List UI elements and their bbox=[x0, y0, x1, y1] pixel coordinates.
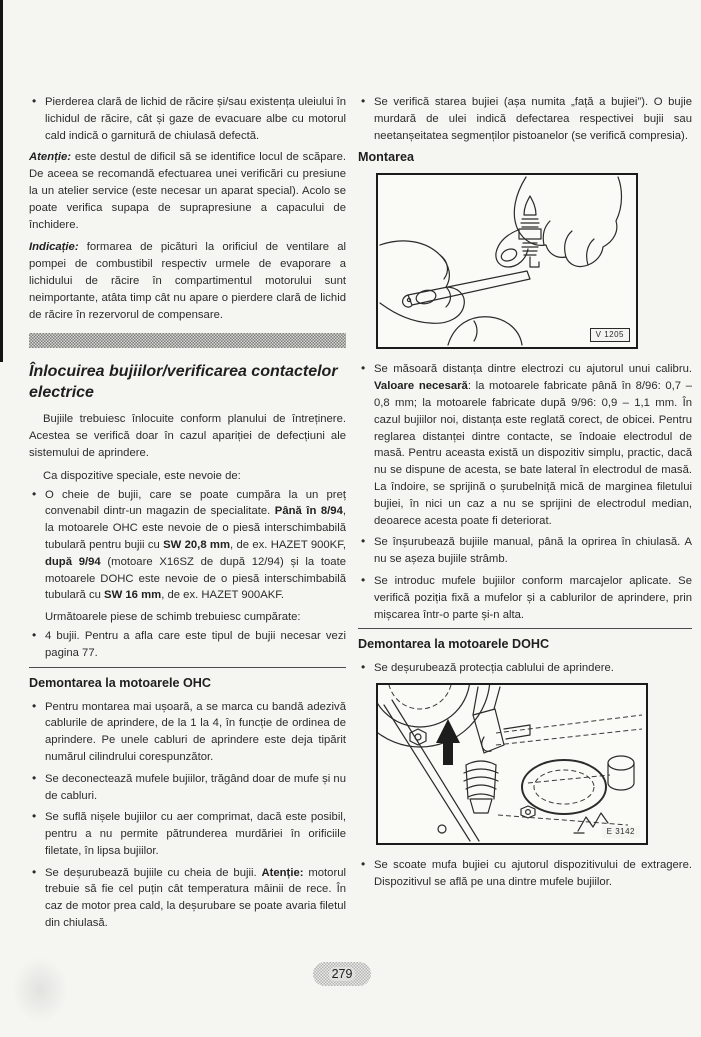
text-run-bold: SW 20,8 mm bbox=[163, 538, 230, 551]
text-run: Se înșurubează bujiile manual, până la oprirea în chiulasă. A nu se așeza bujiile strâmb. bbox=[374, 536, 692, 566]
section-divider-bar bbox=[29, 333, 346, 348]
ohc-step-bullet bbox=[29, 809, 346, 859]
plug-check-bullet bbox=[358, 94, 692, 144]
montarea-heading: Montarea bbox=[358, 150, 414, 165]
indication-label: Indicație: bbox=[29, 241, 79, 254]
text-run: Se măsoară distanța dintre electrozi cu ajutorul unui calibru. bbox=[374, 363, 692, 376]
coolant-loss-bullet bbox=[29, 94, 346, 144]
figure2-reference-label: E 3142 bbox=[602, 826, 640, 838]
text-run: Se introduc mufele bujiilor conform marcajelor aplicate. Se verifică poziția fixă a mufelor și a cablurilor de aprindere, prin mișcarea într-o parte și-n alta. bbox=[374, 574, 692, 621]
ohc-step-bullet bbox=[29, 865, 346, 932]
right-column bbox=[358, 94, 692, 896]
text-run: : la motoarele fabricate până în 8/96: 0,7 – 0,8 mm; la motoarele fabricate după 9/96: 0,9 – 1,1 mm. În cazul bujiilor noi, distanța este reglată corect, de obicei. Pentru reglarea distanței dintre contacte, se îndoaie electrodul de masă. Pentru aceasta există un dispozitiv simplu, practic, dacă nu se dispune de acesta, se bate lateral în electrodul de masă. La îndoire, se sprijină o șurubelniță mică de marginea filetului bujiei, în nici un caz a nu se sprijini de electrodul median, deoarece acesta poate fi deteriorat. bbox=[374, 380, 692, 527]
text-run-bold: Până în 8/94 bbox=[274, 505, 343, 518]
text-run: Se suflă nișele bujiilor cu aer comprimat, dacă este posibil, pentru a nu permite pătrunderea murdăriei în orificiile filetate, în lipsa bujiilor. bbox=[45, 811, 346, 857]
text-run: Se deșurubează protecția cablului de aprindere. bbox=[374, 662, 614, 675]
attention-label: Atenție: bbox=[29, 151, 72, 164]
ohc-step-bullet bbox=[29, 771, 346, 805]
text-run: este destul de dificil să se identifice locul de scăpare. De aceea se recomandă efectuarea unei verificări cu presiune la un atelier service (este necesar un aparat special). Acolo se poate verifica supapa de suprapresiune a capacului de închidere. bbox=[29, 151, 346, 231]
text-run: Pentru montarea mai ușoară, a se marca cu bandă adezivă cablurile de aprindere, de la 1 la 4, în funcție de ordinea de aprindere. Pe unele cabluri de aprindere este deja tipărit numărul cilindrului corespunzător. bbox=[45, 700, 346, 763]
text-run: O cheie de bujii, care se poate cumpăra la un preț convenabil dintr-un magazin de specialitate. bbox=[45, 488, 346, 518]
dohc-removal-heading: Demontarea la motoarele DOHC bbox=[358, 628, 692, 653]
text-run: formarea de picături la orificiul de ventilare al pompei de combustibil respectiv urmele de evaporare a lichidului de răcire în compartimentul motorului sunt neimportante, atâta timp cât nu apare o pierdere clară de lichid de răcire în rezervorul de compensare. bbox=[29, 241, 346, 321]
dohc-step-bullet bbox=[358, 857, 692, 891]
ohc-removal-heading: Demontarea la motoarele OHC bbox=[29, 667, 346, 692]
ohc-step-bullet bbox=[29, 699, 346, 766]
spare-parts-bullet bbox=[29, 628, 346, 662]
indication-paragraph bbox=[29, 239, 346, 323]
tools-intro-line: Ca dispozitive speciale, este nevoie de: bbox=[43, 469, 241, 482]
text-run: , de ex. HAZET 900AKF. bbox=[161, 589, 285, 602]
text-run-bold: Valoare necesară bbox=[374, 380, 468, 393]
text-run: Pierderea clară de lichid de răcire și/sau existența uleiului în lichidul de răcire, cât și gaze de evacuare albe cu motorul cald indică o garnitură de chiulasă defectă. bbox=[45, 96, 346, 142]
dohc-step-bullet bbox=[358, 660, 692, 677]
electrode-gap-bullet bbox=[358, 361, 692, 529]
page-number: 279 bbox=[329, 967, 356, 981]
left-column bbox=[29, 94, 346, 937]
text-run: motorul trebuie să fie cel puțin cât temperatura mâinii de rece. În caz de motor prea cald, la deșurubare se poate avaria filetul din chiulasă. bbox=[45, 866, 346, 930]
text-run-bold: Atenție: bbox=[261, 866, 304, 879]
scan-edge-artifact bbox=[0, 0, 3, 362]
section-title: Înlocuirea bujiilor/verificarea contactelor electrice bbox=[29, 363, 338, 402]
text-run: Se deșurubează bujiile cu cheia de bujii. bbox=[45, 866, 262, 879]
spark-plug-key-bullet bbox=[29, 487, 346, 605]
text-run: Se verifică starea bujiei (așa numita „față a bujiei”). O bujie murdară de ulei indică defectarea respectivei bujii sau neetanșeitatea segmenților pistoanelor (se verifică compresia). bbox=[374, 96, 692, 142]
text-run: (motoare X16SZ de după 12/94) și la toate motoarele DOHC este nevoie de o piesă interschimbabilă tubulară cu bbox=[45, 555, 346, 602]
text-run-bold: SW 16 mm bbox=[104, 589, 162, 602]
figure-dohc-plug-removal bbox=[376, 683, 648, 845]
text-run: Se scoate mufa bujiei cu ajutorul dispozitivului de extragere. Dispozitivul se află pe una dintre mufele bujiilor. bbox=[374, 859, 692, 888]
text-run: , la motoarele OHC este nevoie de o piesă interschimbabilă tubulară pentru bujii cu bbox=[45, 505, 346, 551]
attention-paragraph bbox=[29, 149, 346, 233]
figure1-reference-label: V 1205 bbox=[590, 328, 630, 342]
page-number-badge bbox=[313, 962, 371, 986]
figure-spark-plug-gap-check bbox=[376, 173, 638, 349]
screw-in-bullet bbox=[358, 534, 692, 568]
plug-caps-bullet bbox=[358, 573, 692, 623]
text-run: Se deconectează mufele bujiilor, trăgând doar de mufe și nu de cabluri. bbox=[45, 772, 346, 802]
text-run: , de ex. HAZET 900KF, bbox=[230, 538, 346, 551]
text-run-bold: după 9/94 bbox=[45, 555, 101, 568]
spark-plug-gap-illustration bbox=[378, 175, 636, 347]
text-run: 4 bujii. Pentru a afla care este tipul de bujii necesar vezi pagina 77. bbox=[45, 629, 346, 659]
spare-parts-line: Următoarele piese de schimb trebuiesc cumpărate: bbox=[45, 611, 301, 624]
dohc-engine-illustration bbox=[378, 685, 646, 843]
intro-paragraph: Bujiile trebuiesc înlocuite conform planului de întreținere. Acestea se verifică doar în cazul apariției de defecțiuni ale sistemului de aprindere. bbox=[29, 413, 346, 459]
